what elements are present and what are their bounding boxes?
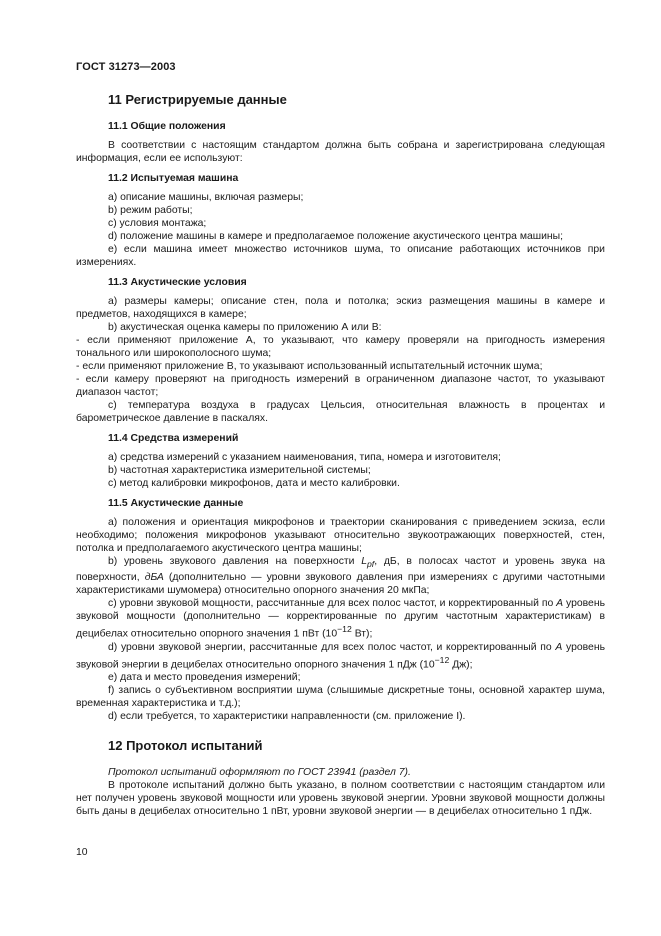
protocol-reference: Протокол испытаний оформляют по ГОСТ 23941 (раздел 7).: [108, 767, 411, 779]
pressure-level-subscript: pf: [366, 559, 375, 570]
list-item: с) температура воздуха в градусах Цельсия, относительная влажность в процентах и барометрическое давление в паскалях.: [76, 400, 605, 424]
item-b-part2: , дБ, в полосах частот и уровень звука на поверхности,: [76, 556, 605, 584]
item-c-part2: уровень звуковой мощности (дополнительно — корректированные по другим частотным характеристикам) в децибелах относительно опорного значения 1 пВт (10: [76, 598, 605, 640]
subsection-11-5-title: 11.5 Акустические данные: [108, 498, 244, 509]
list-item: а) средства измерений с указанием наименования, типа, номера и изготовителя;: [108, 452, 501, 463]
item-c-part3: Вт);: [351, 628, 373, 640]
list-item: [76, 597, 605, 640]
list-item: с) условия монтажа;: [108, 218, 207, 229]
dba-unit: дБА: [144, 572, 164, 584]
document-body: [76, 92, 605, 818]
document-id-header: ГОСТ 31273—2003: [76, 61, 176, 73]
list-item: d) положение машины в камере и предполагаемое положение акустического центра машины;: [108, 231, 564, 242]
subsection-11-3-title: 11.3 Акустические условия: [108, 277, 247, 288]
item-d-part1: d) уровни звуковой энергии, рассчитанные для всех полос частот, и корректированный по: [108, 641, 556, 653]
protocol-text: В протоколе испытаний должно быть указано, в полном соответствии с настоящим стандартом или нет получен уровень звуковой мощности или уровень звуковой энергии. Уровни звуковой мощности должны быть даны в децибелах относительно 1 пВт, уровни звуковой энергии — в децибелах относительно 1 пДж.: [76, 780, 605, 818]
list-item: b) частотная характеристика измерительной системы;: [108, 465, 371, 476]
subsection-11-1-text: В соответствии с настоящим стандартом должна быть собрана и зарегистрирована следующая информация, если ее используют:: [76, 140, 605, 164]
item-b-part3: (дополнительно — уровни звукового давления при измерениях с другими частотными характеристиками шумомера) относительно опорного значения 20 мкПа;: [76, 572, 606, 597]
list-item: е) если машина имеет множество источников шума, то описание работающих источников при измерениях.: [76, 244, 605, 268]
list-item: [76, 555, 605, 597]
list-item: d) если требуется, то характеристики направленности (см. приложение I).: [108, 711, 466, 723]
list-item: - если применяют приложение В, то указывают использованный испытательный источник шума;: [76, 361, 543, 372]
list-item: с) метод калибровки микрофонов, дата и место калибровки.: [108, 478, 400, 489]
list-item: b) акустическая оценка камеры по приложению А или В:: [108, 322, 382, 333]
section-12-title: 12 Протокол испытаний: [108, 738, 263, 754]
item-b-part1: b) уровень звукового давления на поверхности: [108, 556, 362, 567]
a-weighting-letter: А: [556, 598, 564, 610]
item-c-part1: с) уровни звуковой мощности, рассчитанные для всех полос частот, и корректированный по: [108, 598, 557, 610]
list-item: а) размеры камеры; описание стен, пола и потолка; эскиз размещения машины в камере и предметов, находящихся в камере;: [76, 296, 605, 320]
list-item: - если применяют приложение А, то указывают, что камеру проверяли на пригодность измерения тонального или широкополосного шума;: [76, 335, 605, 359]
list-item: [76, 641, 605, 671]
section-11-title: 11 Регистрируемые данные: [108, 92, 287, 107]
page-number: 10: [76, 847, 88, 858]
list-item: е) дата и место проведения измерений;: [108, 672, 301, 684]
exponent: −12: [434, 654, 450, 665]
list-item: а) положения и ориентация микрофонов и траектории сканирования с приведением эскиза, если необходимо; положения микрофонов указывают относительно звукоотражающих поверхностей, стен, потолка и предполагаемого акустического центра машины;: [76, 517, 605, 554]
a-weighting-letter: А: [555, 641, 563, 653]
list-item: f) запись о субъективном восприятии шума (слышимые дискретные тоны, основной характер шума, временная характеристика и т.д.);: [76, 685, 605, 710]
pressure-level-symbol: L: [361, 556, 367, 567]
exponent: −12: [337, 624, 352, 635]
item-d-part2: уровень звуковой энергии в децибелах относительно опорного значения 1 пДж (10: [76, 641, 605, 671]
list-item: - если камеру проверяют на пригодность измерений в ограниченном диапазоне частот, то указывают диапазон частот;: [76, 374, 605, 398]
item-d-part3: Дж);: [449, 659, 473, 671]
subsection-11-1-title: 11.1 Общие положения: [108, 121, 226, 132]
subsection-11-4-title: 11.4 Средства измерений: [108, 433, 239, 444]
list-item: b) режим работы;: [108, 205, 193, 216]
subsection-11-2-title: 11.2 Испытуемая машина: [108, 173, 239, 184]
list-item: а) описание машины, включая размеры;: [108, 192, 304, 203]
